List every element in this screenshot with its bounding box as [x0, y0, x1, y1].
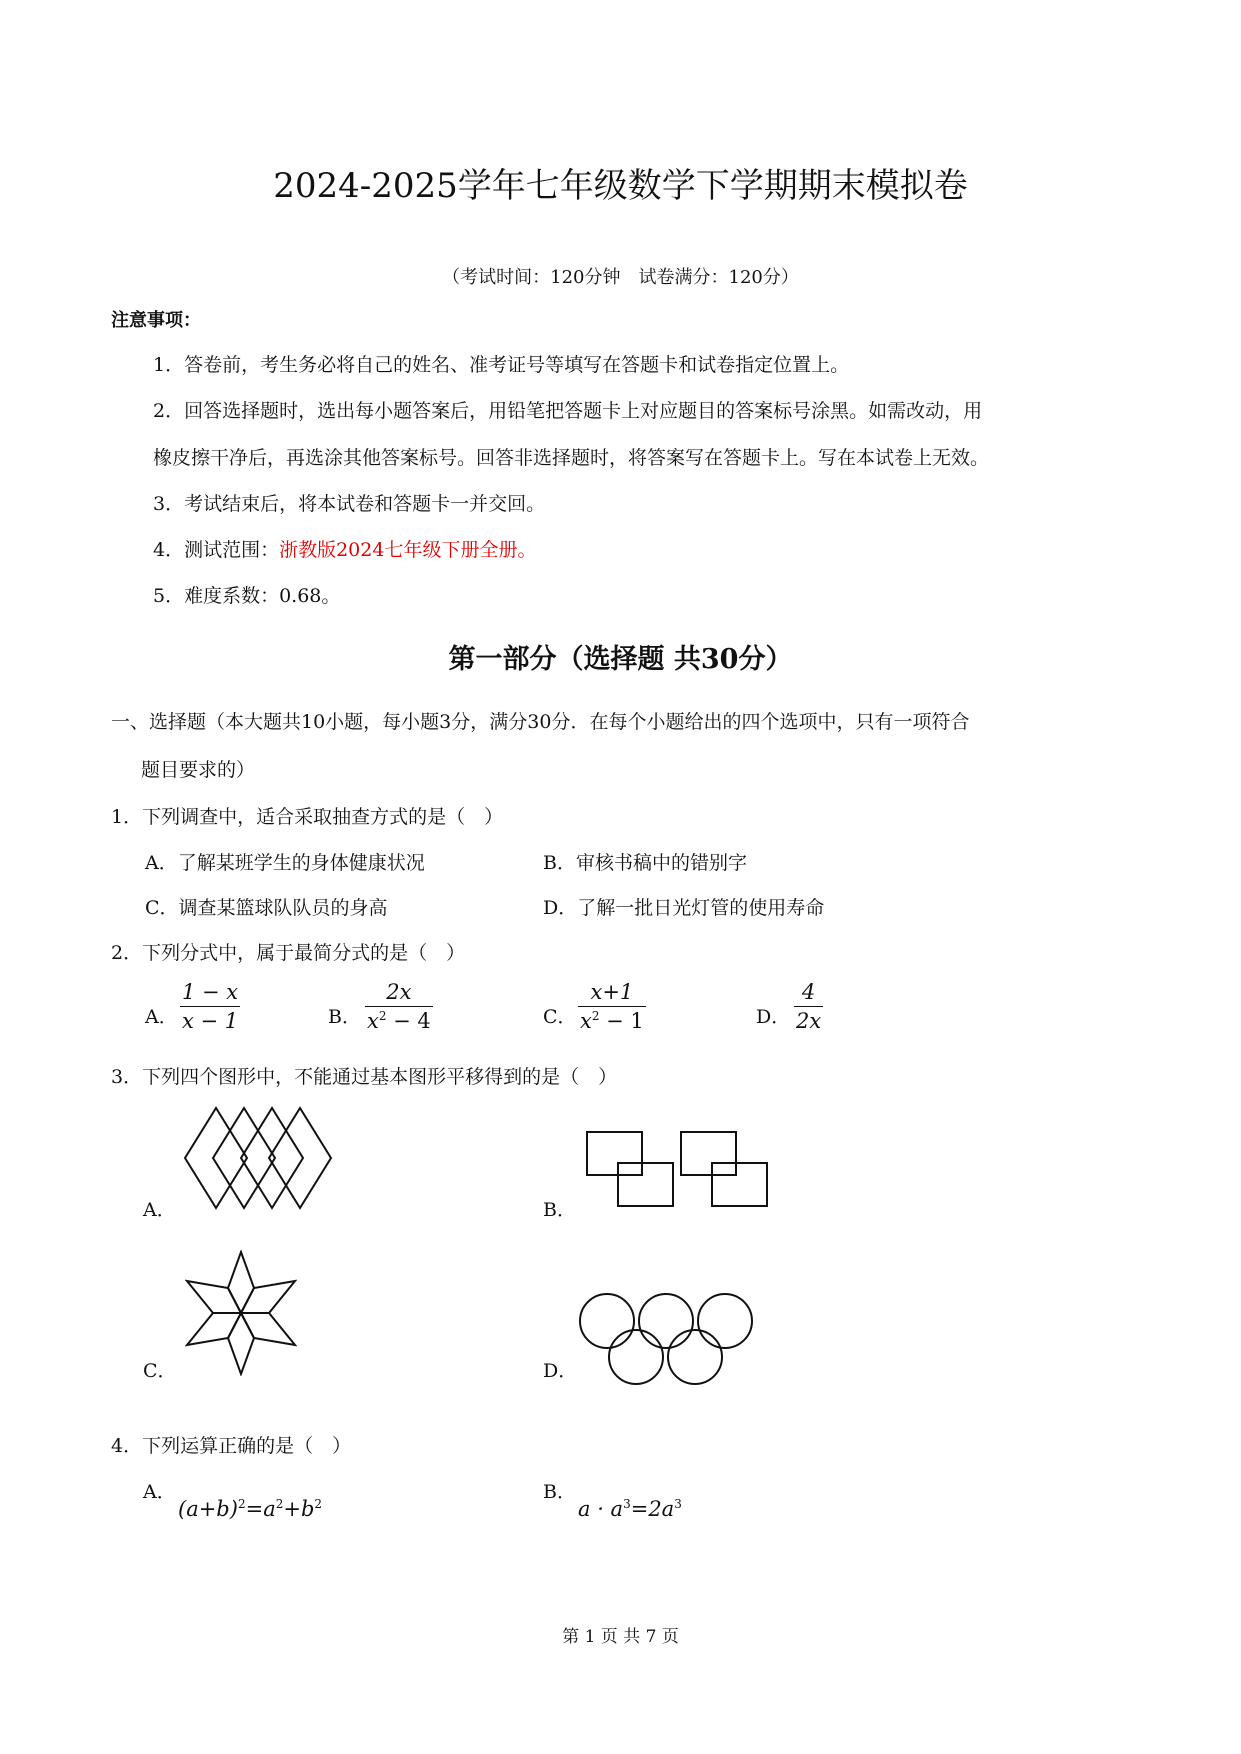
- q1-option-a: A．了解某班学生的身体健康状况: [145, 852, 425, 874]
- ring-shape: [698, 1294, 752, 1348]
- q3-label-b: B．: [543, 1199, 576, 1221]
- notice-item-1: 1．答卷前，考生务必将自己的姓名、准考证号等填写在答题卡和试卷指定位置上。: [153, 354, 850, 376]
- q3-label-c: C．: [143, 1360, 177, 1382]
- q4-stem: 4．下列运算正确的是（ ）: [111, 1435, 352, 1457]
- q2-d-numerator: 4: [794, 980, 823, 1007]
- notice-item-2: 2．回答选择题时，选出每小题答案后，用铅笔把答题卡上对应题目的答案标号涂黑。如需改动，用: [153, 400, 983, 422]
- q2-b-denominator: $x^2 - 4$: [367, 1009, 431, 1033]
- q2-label-d: D．: [756, 1006, 791, 1028]
- q4-option-b: $a \cdot a^3=2a^3$: [578, 1497, 682, 1521]
- q2-option-a: [180, 980, 240, 1033]
- q3-figure-a: [183, 1106, 333, 1210]
- q2-fraction-c: [578, 980, 646, 1033]
- q4-label-b: B．: [543, 1481, 576, 1503]
- q3-figure-c: [185, 1250, 297, 1376]
- notice-heading: 注意事项：: [111, 310, 201, 331]
- q3-figure-b: [585, 1130, 773, 1210]
- rhombus-shape: [213, 1108, 275, 1208]
- rhombus-shape: [228, 1252, 254, 1313]
- q2-c-numerator: x+1: [578, 980, 646, 1007]
- q1-stem: 1．下列调查中，适合采取抽查方式的是（ ）: [111, 806, 504, 828]
- q2-stem: 2．下列分式中，属于最简分式的是（ ）: [111, 942, 466, 964]
- q2-fraction-d: [794, 980, 823, 1033]
- q2-a-numerator: 1 − x: [180, 980, 240, 1007]
- ring-shape: [639, 1294, 693, 1348]
- page-footer: 第 1 页 共 7 页: [562, 1627, 679, 1647]
- rhombus-shape: [241, 1108, 303, 1208]
- rhombus-shape: [228, 1313, 254, 1374]
- notice-item-2-cont: 橡皮擦干净后，再选涂其他答案标号。回答非选择题时，将答案写在答题卡上。写在本试卷上无效。: [153, 447, 990, 469]
- ring-shape: [580, 1294, 634, 1348]
- rhombus-shape: [269, 1108, 331, 1208]
- q3-stem: 3．下列四个图形中，不能通过基本图形平移得到的是（ ）: [111, 1066, 618, 1088]
- part-title: 第一部分（选择题 共30分）: [448, 644, 793, 675]
- q2-c-denominator: $x^2 - 1$: [580, 1009, 644, 1033]
- test-scope: 浙教版2024七年级下册全册。: [279, 539, 537, 561]
- q2-fraction-a: [180, 980, 240, 1033]
- notice-item-4-label: 4．测试范围：: [153, 539, 280, 561]
- q2-label-c: C．: [543, 1006, 577, 1028]
- q3-label-a: A．: [143, 1199, 176, 1221]
- rectangle-shape: [681, 1132, 736, 1175]
- rhombus-shape: [187, 1281, 241, 1313]
- q2-a-denominator: x − 1: [182, 1009, 239, 1033]
- q1-option-c: C．调查某篮球队队员的身高: [145, 897, 388, 919]
- q1-option-b: B．审核书稿中的错别字: [543, 852, 747, 874]
- q2-b-numerator: 2x: [365, 980, 433, 1007]
- ring-shape: [668, 1330, 722, 1384]
- q4-label-a: A．: [143, 1481, 176, 1503]
- section-heading-line2: 题目要求的）: [141, 759, 256, 781]
- q2-d-denominator: 2x: [796, 1009, 822, 1033]
- q2-label-a: A．: [145, 1006, 178, 1028]
- q3-figure-d: [578, 1290, 754, 1388]
- q2-option-d: [794, 980, 823, 1033]
- q3-label-d: D．: [543, 1360, 578, 1382]
- notice-item-4: [153, 535, 536, 562]
- q2-option-c: [578, 980, 646, 1033]
- rhombus-shape: [241, 1313, 295, 1345]
- notice-item-5: 5．难度系数：0.68。: [153, 585, 341, 607]
- q2-option-b: [365, 980, 433, 1033]
- rhombus-shape: [185, 1108, 247, 1208]
- page-title: 2024-2025学年七年级数学下学期期末模拟卷: [273, 166, 968, 206]
- rhombus-shape: [187, 1313, 241, 1345]
- q2-label-b: B．: [328, 1006, 361, 1028]
- section-heading-line1: 一、选择题（本大题共10小题，每小题3分，满分30分．在每个小题给出的四个选项中，只有一项符合: [111, 711, 970, 733]
- rectangle-shape: [712, 1163, 767, 1206]
- ring-shape: [609, 1330, 663, 1384]
- exam-info: （考试时间：120分钟 试卷满分：120分）: [442, 267, 799, 288]
- rhombus-shape: [241, 1281, 295, 1313]
- q4-option-a: $(a+b)^2=a^2+b^2$: [178, 1497, 323, 1521]
- rectangle-shape: [618, 1163, 673, 1206]
- q1-option-d: D．了解一批日光灯管的使用寿命: [543, 897, 825, 919]
- notice-item-3: 3．考试结束后，将本试卷和答题卡一并交回。: [153, 493, 546, 515]
- rectangle-shape: [587, 1132, 642, 1175]
- q2-fraction-b: [365, 980, 433, 1033]
